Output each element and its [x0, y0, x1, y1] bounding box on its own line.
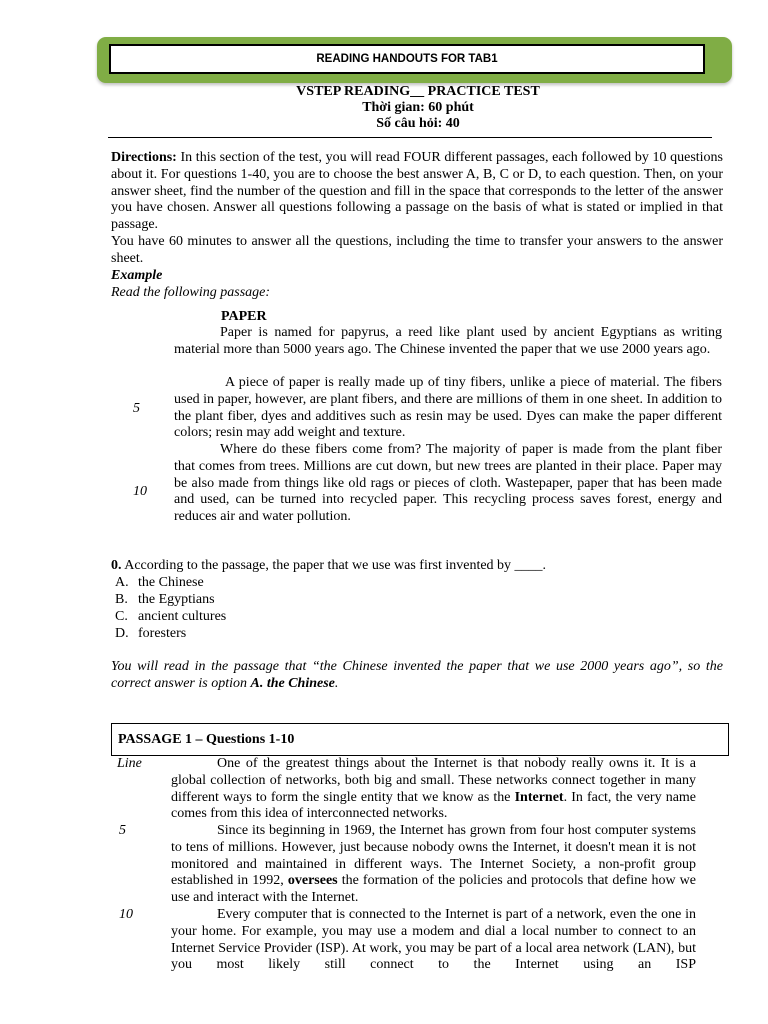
line-number: 5	[119, 823, 126, 838]
passage-1-paragraph-3: Every computer that is connected to the Internet is part of a network, even the one in your home. For example, you may use a modem and dial a local number to connect to an Internet Service Provider (ISP). At work, you may be part of a local area network (LAN), but you most likely still connect to the Internet using an ISP	[171, 907, 696, 973]
directions	[111, 150, 723, 234]
passage-1-paragraph-2: Since its beginning in 1969, the Internet has grown from four host computer systems to tens of millions. However, just because nobody owns the Internet, it doesn't mean it is not monitored and maintained in different ways. The Internet Society, a non-profit group established in 1992, oversees the formation of the policies and protocols that define how we use and interact with the Internet.	[171, 823, 696, 906]
directions-text: In this section of the test, you will read FOUR different passages, each followed by 10 questions about it. For questions 1-40, you are to choose the best answer A, B, C or D, to each question. Then, on your answer sheet, find the number of the question and fill in the space that corresponds to the letter of the answer you have chosen. Answer all questions following a passage on the basis of what is stated or implied in that passage.	[111, 150, 723, 233]
option-a: A. the Chinese	[115, 575, 204, 590]
banner-title: READING HANDOUTS FOR TAB1	[109, 44, 705, 74]
example-paragraph-1: Paper is named for papyrus, a reed like plant used by ancient Egyptians as writing material more than 5000 years ago. The Chinese invented the paper that we use 2000 years ago.	[174, 325, 722, 357]
line-number: 10	[133, 484, 147, 499]
question-text: According to the passage, the paper that we use was first invented by ____.	[124, 558, 547, 573]
option-d: D. foresters	[115, 626, 187, 641]
title-block	[0, 84, 768, 132]
passage-1-paragraph-1: One of the greatest things about the Internet is that nobody really owns it. It is a global collection of networks, both big and small. These networks connect together in many different ways to form the single entity that we know as the Internet. In fact, the very name comes from this idea of interconnected networks.	[171, 756, 697, 822]
directions-time-note: You have 60 minutes to answer all the questions, including the time to transfer your answers to the answer sheet.	[111, 234, 723, 266]
line-number: 5	[133, 401, 140, 416]
keyword-internet: Internet	[514, 789, 564, 805]
test-title: VSTEP READING__ PRACTICE TEST	[296, 84, 540, 99]
example-paragraph-2: A piece of paper is really made up of tiny fibers, unlike a piece of material. The fibers used in paper, however, are plant fibers, and there are millions of them in one sheet. In addition to the plant fiber, dyes and additives such as resin may be used. Dyes can make the paper different colors; resin may add weight and texture.	[174, 375, 722, 441]
line-number: 10	[119, 907, 133, 922]
question-number: 0.	[111, 558, 122, 573]
example-question	[111, 558, 723, 575]
line-label: Line	[117, 756, 142, 771]
option-b: B. the Egyptians	[115, 592, 215, 607]
passage-title: PAPER	[221, 309, 267, 324]
example-label: Example	[111, 268, 163, 283]
keyword-oversees: oversees	[287, 873, 338, 889]
directions-label: Directions:	[111, 150, 177, 165]
option-c: C. ancient cultures	[115, 609, 227, 624]
test-time: Thời gian: 60 phút	[362, 100, 474, 115]
example-paragraph-3: Where do these fibers come from? The majority of paper is made from the plant fiber that comes from trees. Millions are cut down, but new trees are planted in their place. Paper may be also made from things like old rags or pieces of cloth. Wastepaper, paper that has been made and used, can be turned into recycled paper. This recycling process saves forest, energy and reduces air and water pollution.	[174, 442, 722, 525]
example-explanation: You will read in the passage that “the Chinese invented the paper that we use 2000 years ago”, so the correct answer is option A. the Chinese.	[111, 659, 723, 691]
divider	[108, 137, 712, 138]
passage-1-heading: PASSAGE 1 – Questions 1-10	[111, 723, 729, 756]
example-answer: A. the Chinese	[250, 675, 335, 691]
header-banner	[97, 37, 732, 83]
example-instruction: Read the following passage:	[111, 285, 271, 300]
question-count: Số câu hỏi: 40	[376, 116, 460, 131]
